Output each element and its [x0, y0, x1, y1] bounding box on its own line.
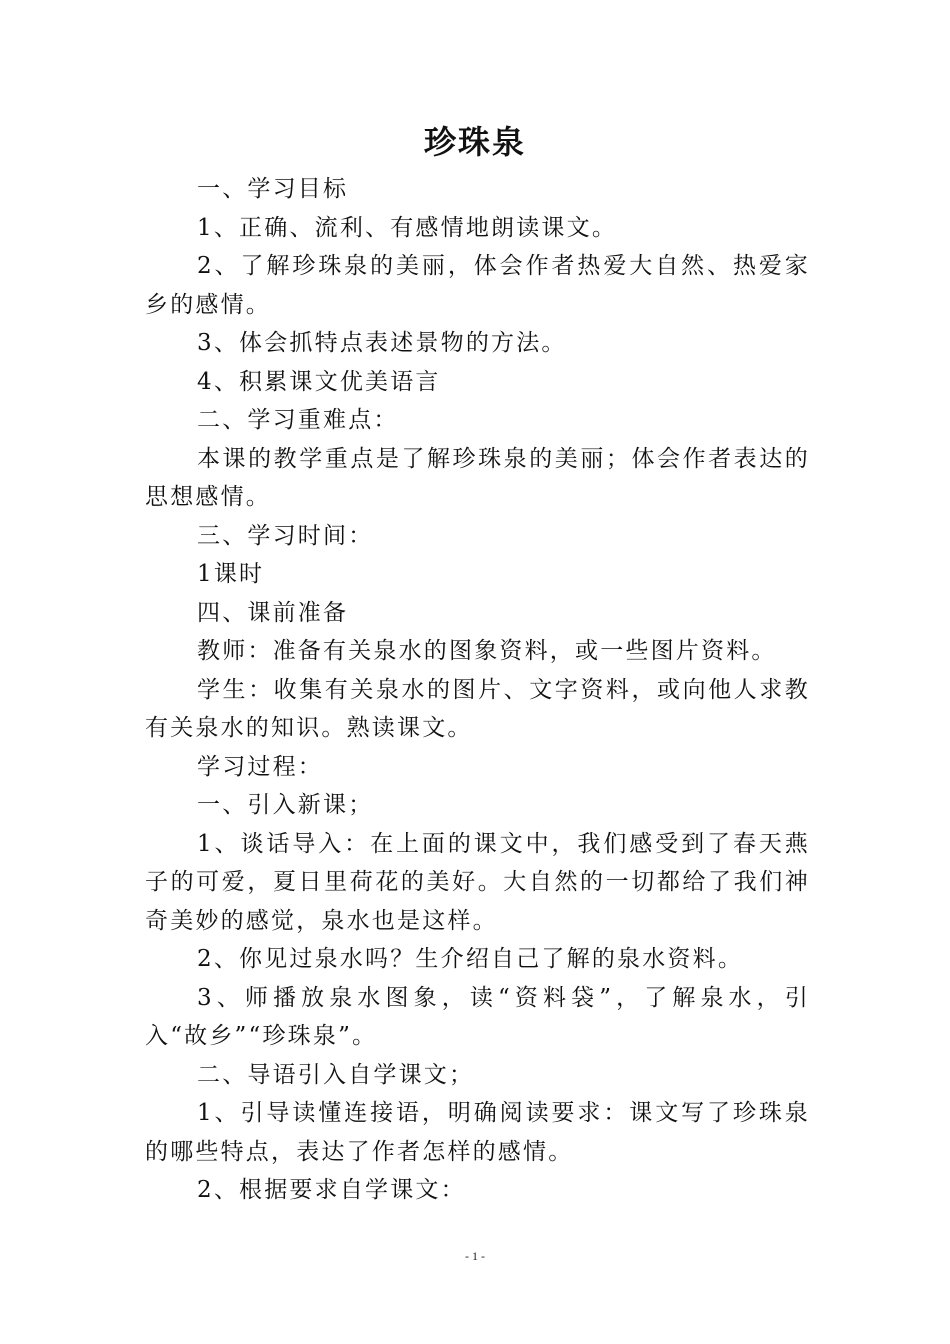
paragraph: 2、根据要求自学课文： — [197, 1177, 466, 1203]
paragraph: 2、你见过泉水吗？生介绍自己了解的泉水资料。 — [197, 946, 744, 972]
paragraph: 1、引导读懂连接语，明确阅读要求：课文写了珍珠泉的哪些特点，表达了作者怎样的感情。 — [145, 1100, 810, 1165]
section-heading-preparation: 四、课前准备 — [197, 599, 349, 626]
paragraph: 3、师播放泉水图象，读“资料袋”，了解泉水，引入“故乡”“珍珠泉”。 — [145, 984, 810, 1049]
paragraph: 1、谈话导入：在上面的课文中，我们感受到了春天燕子的可爱，夏日里荷花的美好。大自然的一切都给了我们神奇美妙的感觉，泉水也是这样。 — [145, 830, 810, 934]
section-heading-time: 三、学习时间： — [197, 522, 374, 549]
section-heading-goals: 一、学习目标 — [197, 176, 349, 202]
section-heading-key-points: 二、学习重难点： — [197, 407, 399, 433]
paragraph: 1、正确、流利、有感情地朗读课文。 — [197, 214, 618, 241]
document-body — [145, 170, 810, 1210]
section-heading-process: 学习过程： — [197, 753, 323, 780]
paragraph: 4、积累课文优美语言 — [197, 368, 441, 395]
paragraph: 1课时 — [197, 561, 265, 587]
document-title: 珍珠泉 — [423, 123, 526, 161]
paragraph: 学生：收集有关泉水的图片、文字资料，或向他人求教有关泉水的知识。熟读课文。 — [145, 676, 810, 741]
section-heading-intro: 一、引入新课； — [197, 792, 374, 818]
paragraph: 2、了解珍珠泉的美丽，体会作者热爱大自然、热爱家乡的感情。 — [145, 253, 810, 318]
paragraph: 本课的教学重点是了解珍珠泉的美丽；体会作者表达的思想感情。 — [145, 445, 810, 510]
paragraph: 3、体会抓特点表述景物的方法。 — [197, 330, 567, 356]
section-heading-self-study: 二、导语引入自学课文； — [197, 1061, 475, 1088]
page-number: - 1 - — [465, 1249, 485, 1263]
paragraph: 教师：准备有关泉水的图象资料，或一些图片资料。 — [197, 638, 777, 664]
